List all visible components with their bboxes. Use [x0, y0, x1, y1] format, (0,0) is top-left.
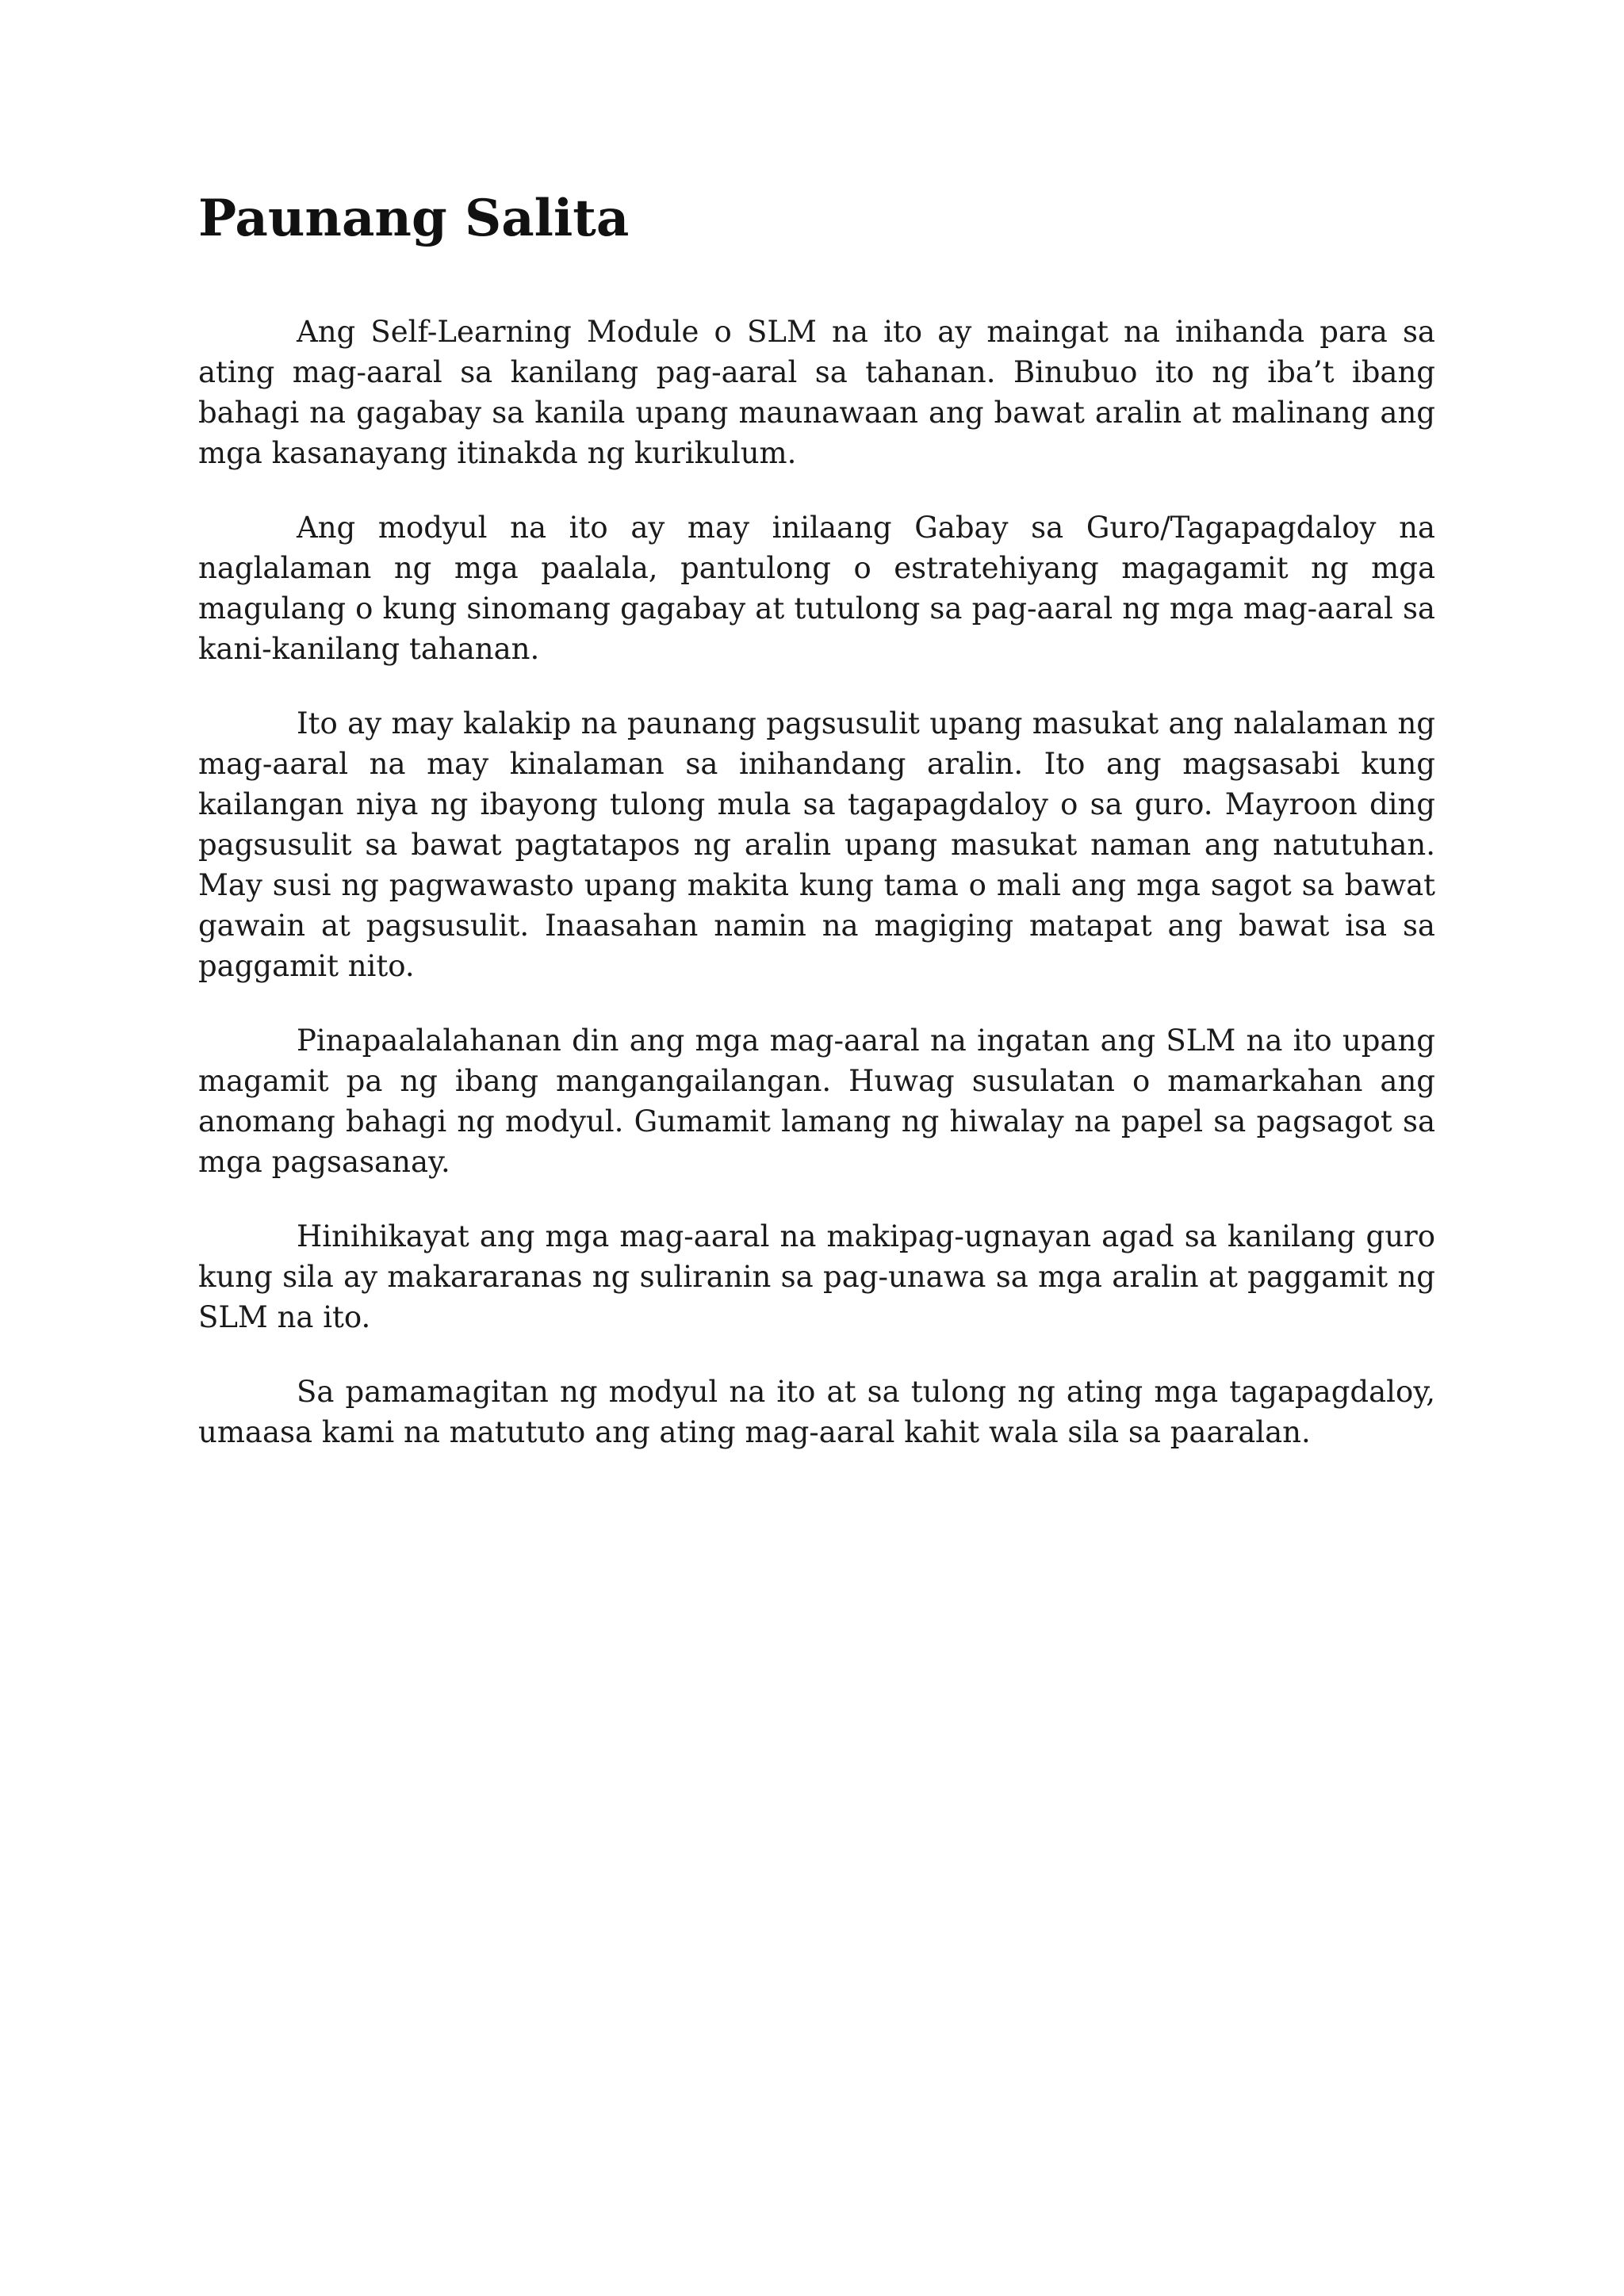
paragraph-6: Sa pamamagitan ng modyul na ito at sa tulong ng ating mga tagapagdaloy, umaasa kami na matututo ang ating mag-aaral kahit wala sila sa paaralan.: [198, 1374, 1435, 1449]
paragraph-2: Ang modyul na ito ay may inilaang Gabay sa Guro/Tagapagdaloy na naglalaman ng mga paalala, pantulong o estratehiyang magagamit ng mga magulang o kung sinomang gagabay at tutulong sa pag-aaral ng mga mag-aaral sa kani-kanilang tahanan.: [198, 510, 1435, 666]
paragraph-1: Ang Self-Learning Module o SLM na ito ay maingat na inihanda para sa ating mag-aaral sa kanilang pag-aaral sa tahanan. Binubuo ito ng iba’t ibang bahagi na gagabay sa kanila upang maunawaan ang bawat aralin at malinang ang mga kasanayang itinakda ng kurikulum.: [198, 314, 1435, 470]
paragraph-4: Pinapaalalahanan din ang mga mag-aaral na ingatan ang SLM na ito upang magamit pa ng ibang mangangailangan. Huwag susulatan o mamarkahan ang anomang bahagi ng modyul. Gumamit lamang ng hiwalay na papel sa pagsagot sa mga pagsasanay.: [198, 1023, 1435, 1179]
page-title: Paunang Salita: [198, 189, 630, 248]
document-body: [198, 189, 1435, 1487]
paragraph-3: Ito ay may kalakip na paunang pagsusulit upang masukat ang nalalaman ng mag-aaral na may kinalaman sa inihandang aralin. Ito ang magsasabi kung kailangan niya ng ibayong tulong mula sa tagapagdaloy o sa guro. Mayroon ding pagsusulit sa bawat pagtatapos ng aralin upang masukat naman ang natutuhan. May susi ng pagwawasto upang makita kung tama o mali ang mga sagot sa bawat gawain at pagsusulit. Inaasahan namin na magiging matapat ang bawat isa sa paggamit nito.: [198, 706, 1435, 983]
paragraph-5: Hinihikayat ang mga mag-aaral na makipag-ugnayan agad sa kanilang guro kung sila ay makararanas ng suliranin sa pag-unawa sa mga aralin at paggamit ng SLM na ito.: [198, 1219, 1435, 1334]
